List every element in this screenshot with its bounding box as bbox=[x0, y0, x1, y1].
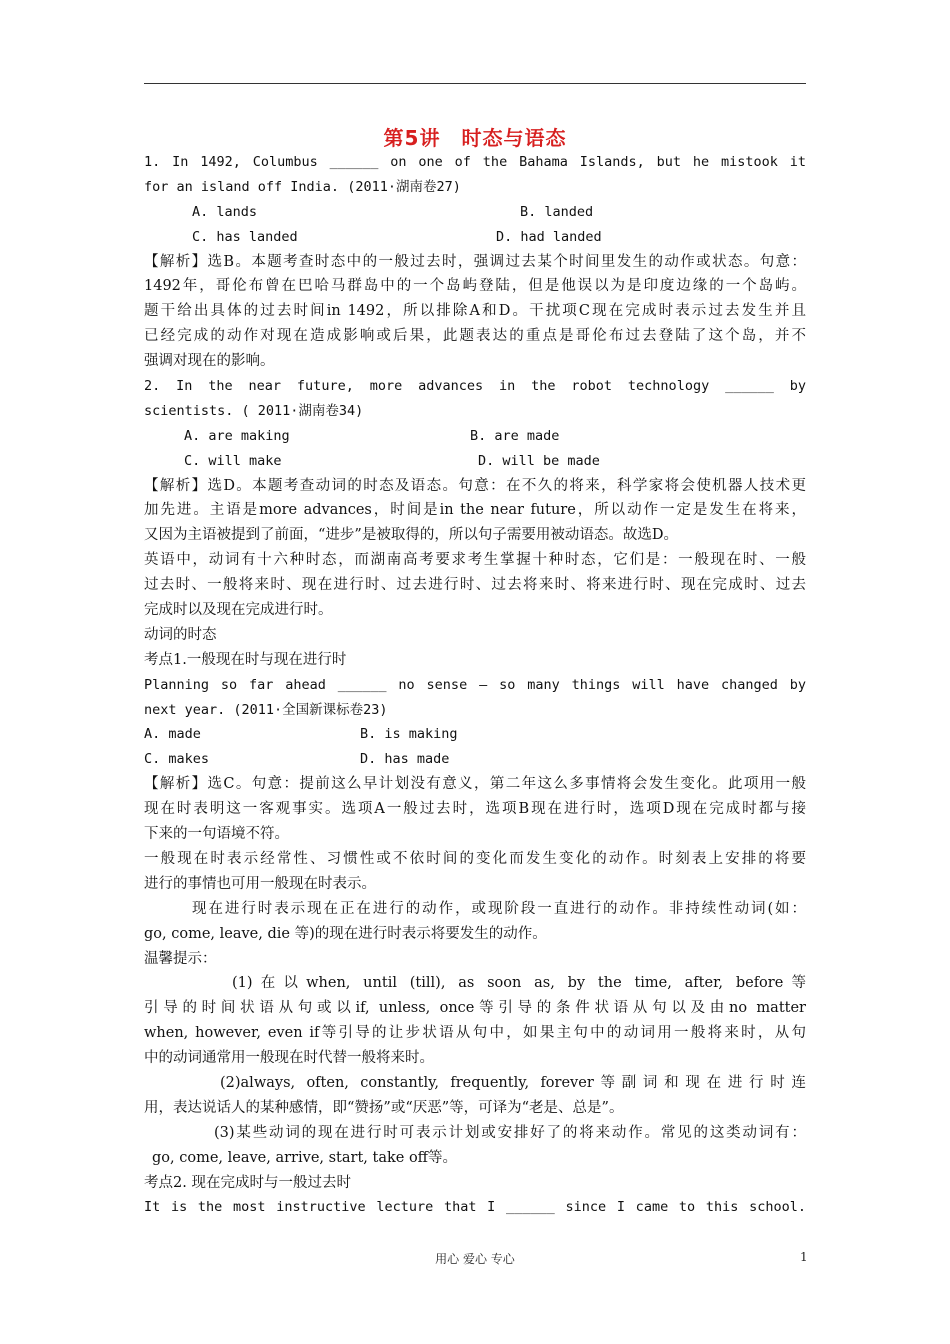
line-text: 过去时、一般将来时、现在进行时、过去进行时、过去将来时、将来进行时、现在完成时、过去 bbox=[144, 577, 806, 594]
line-text: scientists. ( 2011·湖南卷34) bbox=[144, 402, 364, 419]
line-text: 【解析】选D。本题考查动词的时态及语态。句意：在不久的将来，科学家将会使机器人技术更 bbox=[144, 477, 806, 494]
line-text: 现在时表明这一客观事实。选项A一般过去时，选项B现在进行时，选项D现在完成时都与接 bbox=[144, 801, 806, 818]
line-text: (2)always, often, constantly, frequently, forever等副词和现在进行时连 bbox=[220, 1074, 806, 1091]
line-text: 又因为主语被提到了前面，“进步”是被取得的，所以句子需要用被动语态。故选D。 bbox=[144, 527, 678, 544]
answer-option: D. has made bbox=[360, 751, 450, 768]
text-line bbox=[144, 996, 806, 1021]
text-line bbox=[144, 175, 806, 200]
text-line bbox=[144, 1096, 806, 1121]
text-line bbox=[144, 772, 806, 797]
text-line bbox=[144, 150, 806, 175]
text-line bbox=[144, 598, 806, 623]
line-text: for an island off India. (2011·湖南卷27) bbox=[144, 178, 461, 195]
answer-option: B. landed bbox=[520, 203, 594, 220]
line-text: 完成时以及现在完成进行时。 bbox=[144, 602, 333, 619]
option-row bbox=[144, 747, 806, 772]
line-text: 温馨提示： bbox=[144, 950, 217, 967]
option-row bbox=[144, 449, 806, 474]
answer-option: A. lands bbox=[192, 203, 258, 220]
page-title: 第5讲 时态与语态 bbox=[383, 126, 567, 150]
line-text: 英语中，动词有十六种时态，而湖南高考要求考生掌握十种时态，它们是：一般现在时、一般 bbox=[144, 552, 806, 569]
line-text: next year. (2011·全国新课标卷23) bbox=[144, 701, 388, 718]
line-text: 考点2. 现在完成时与一般过去时 bbox=[144, 1174, 351, 1191]
text-line bbox=[144, 872, 806, 897]
text-line bbox=[144, 698, 806, 723]
answer-option: D. will be made bbox=[478, 452, 600, 469]
text-line bbox=[144, 474, 806, 499]
text-line bbox=[144, 673, 806, 698]
header-rule bbox=[144, 83, 806, 84]
line-text: (1)在以when, until (till), as soon as, by the time, after, before等 bbox=[232, 975, 806, 992]
line-text: go, come, leave, die 等)的现在进行时表示将要发生的动作。 bbox=[144, 925, 547, 942]
text-line bbox=[144, 399, 806, 424]
line-text: 一般现在时表示经常性、习惯性或不依时间的变化而发生变化的动作。时刻表上安排的将要 bbox=[144, 850, 806, 867]
line-text: 用，表达说话人的某种感情，即“赞扬”或“厌恶”等，可译为“老是、总是”。 bbox=[144, 1099, 624, 1116]
line-text: 中的动词通常用一般现在时代替一般将来时。 bbox=[144, 1050, 434, 1067]
line-text: (3)某些动词的现在进行时可表示计划或安排好了的将来动作。常见的这类动词有： bbox=[214, 1124, 806, 1141]
text-line bbox=[144, 548, 806, 573]
text-line bbox=[144, 324, 806, 349]
line-text: 已经完成的动作对现在造成影响或后果，此题表达的重点是哥伦布过去登陆了这个岛，并不 bbox=[144, 328, 806, 345]
answer-option: C. has landed bbox=[192, 228, 298, 245]
line-text: 1492年，哥伦布曾在巴哈马群岛中的一个岛屿登陆，但是他误以为是印度边缘的一个岛屿。 bbox=[144, 278, 806, 295]
line-text: 现在进行时表示现在正在进行的动作，或现阶段一直进行的动作。非持续性动词(如： bbox=[192, 900, 806, 917]
option-row bbox=[144, 225, 806, 250]
text-line bbox=[144, 374, 806, 399]
answer-option: C. makes bbox=[144, 751, 210, 768]
text-line bbox=[144, 498, 806, 523]
option-row bbox=[144, 200, 806, 225]
text-line bbox=[144, 623, 806, 648]
line-text: It is the most instructive lecture that I ______ since I came to this school. bbox=[144, 1199, 806, 1216]
page-number: 1 bbox=[800, 1250, 808, 1264]
text-line bbox=[144, 822, 806, 847]
document-body bbox=[144, 150, 806, 1220]
line-text: 引导的时间状语从句或以if, unless, once等引导的条件状语从句以及由no matter bbox=[144, 1000, 806, 1017]
text-line bbox=[144, 349, 806, 374]
text-line bbox=[144, 971, 806, 996]
answer-option: B. is making bbox=[360, 726, 458, 743]
text-line bbox=[144, 299, 806, 324]
text-line bbox=[144, 897, 806, 922]
text-line bbox=[144, 573, 806, 598]
line-text: 下来的一句语境不符。 bbox=[144, 826, 289, 843]
answer-option: A. are making bbox=[184, 427, 290, 444]
text-line bbox=[144, 1171, 806, 1196]
text-line bbox=[144, 523, 806, 548]
answer-option: A. made bbox=[144, 726, 201, 743]
line-text: 【解析】选B。本题考查时态中的一般过去时，强调过去某个时间里发生的动作或状态。句意： bbox=[144, 253, 806, 270]
text-line bbox=[144, 1121, 806, 1146]
text-line bbox=[144, 797, 806, 822]
line-text: Planning so far ahead ______ no sense — so many things will have changed by bbox=[144, 676, 806, 693]
line-text: 2. In the near future, more advances in the robot technology ______ by bbox=[144, 378, 806, 395]
text-line bbox=[144, 1195, 806, 1220]
line-text: when, however, even if等引导的让步状语从句中，如果主句中的动词用一般将来时，从句 bbox=[144, 1025, 806, 1042]
line-text: 动词的时态 bbox=[144, 626, 217, 643]
line-text: 考点1.一般现在时与现在进行时 bbox=[144, 651, 347, 668]
page-footer: 用心 爱心 专心 bbox=[435, 1252, 515, 1266]
text-line bbox=[144, 648, 806, 673]
option-row bbox=[144, 722, 806, 747]
text-line bbox=[144, 1146, 806, 1171]
line-text: 强调对现在的影响。 bbox=[144, 353, 275, 370]
line-text: 【解析】选C。句意：提前这么早计划没有意义，第二年这么多事情将会发生变化。此项用一般 bbox=[144, 776, 806, 793]
text-line bbox=[144, 947, 806, 972]
answer-option: D. had landed bbox=[496, 228, 602, 245]
text-line bbox=[144, 1021, 806, 1046]
line-text: 加先进。主语是more advances，时间是in the near future，所以动作一定是发生在将来， bbox=[144, 502, 806, 519]
text-line bbox=[144, 922, 806, 947]
text-line bbox=[144, 1071, 806, 1096]
text-line bbox=[144, 847, 806, 872]
line-text: 进行的事情也可用一般现在时表示。 bbox=[144, 875, 376, 892]
line-text: 题干给出具体的过去时间in 1492，所以排除A和D。干扰项C现在完成时表示过去发生并且 bbox=[144, 303, 806, 320]
line-text: go, come, leave, arrive, start, take off等。 bbox=[152, 1149, 457, 1166]
answer-option: C. will make bbox=[184, 452, 282, 469]
line-text: 1. In 1492, Columbus ______ on one of the Bahama Islands, but he mistook it bbox=[144, 154, 806, 170]
text-line bbox=[144, 274, 806, 299]
text-line bbox=[144, 1046, 806, 1071]
answer-option: B. are made bbox=[470, 427, 560, 444]
text-line bbox=[144, 250, 806, 275]
option-row bbox=[144, 424, 806, 449]
